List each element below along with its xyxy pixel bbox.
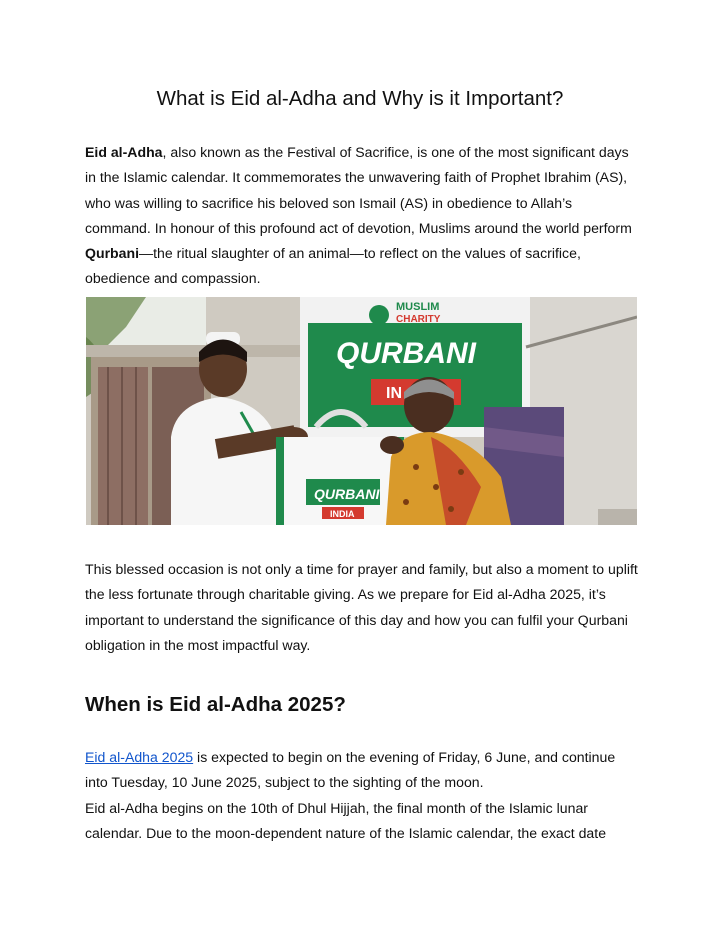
- eid-2025-link[interactable]: Eid al-Adha 2025: [85, 749, 194, 765]
- date-paragraph: [85, 745, 640, 846]
- page-title: What is Eid al-Adha and Why is it Important?: [156, 87, 564, 110]
- svg-text:MUSLIM: MUSLIM: [396, 301, 440, 313]
- svg-text:IN: IN: [386, 385, 402, 402]
- eid-term: Eid al-Adha: [85, 144, 163, 160]
- qurbani-term: Qurbani: [85, 245, 140, 262]
- svg-text:INDIA: INDIA: [330, 509, 355, 519]
- svg-text:QURBANI: QURBANI: [336, 337, 476, 370]
- intro-text-1: , also known as the Festival of Sacrifice, is one of the most significant days in the Islamic calendar. It commemorates the unwavering faith of Prophet Ibrahim (AS), who was willing to sacrifice his beloved son Ismail (AS) in obedience to Allah’s command. In honour of this profound act of devotion, Muslims around the world perform: [85, 144, 632, 236]
- section-heading: When is Eid al-Adha 2025?: [85, 693, 346, 716]
- qurbani-distribution-photo: [86, 297, 637, 525]
- date-text-1: is expected to begin on the evening of Friday, 6 June, and continue into Tuesday, 10 June 2025, subject to the sighting of the moon.: [85, 749, 616, 791]
- svg-text:QURBANI: QURBANI: [314, 486, 380, 502]
- svg-text:CHARITY: CHARITY: [396, 314, 441, 325]
- intro-text-2: —the ritual slaughter of an animal—to reflect on the values of sacrifice, obedience and compassion.: [85, 245, 581, 287]
- intro-paragraph: [85, 140, 640, 292]
- date-text-2: Eid al-Adha begins on the 10th of Dhul Hijjah, the final month of the Islamic lunar calendar. Due to the moon-dependent nature of the Islamic calendar, the exact date: [85, 799, 607, 841]
- occasion-paragraph: This blessed occasion is not only a time for prayer and family, but also a moment to uplift the less fortunate through charitable giving. As we prepare for Eid al-Adha 2025, it’s important to understand the significance of this day and how you can fulfil your Qurbani obligation in the most impactful way.: [85, 561, 638, 653]
